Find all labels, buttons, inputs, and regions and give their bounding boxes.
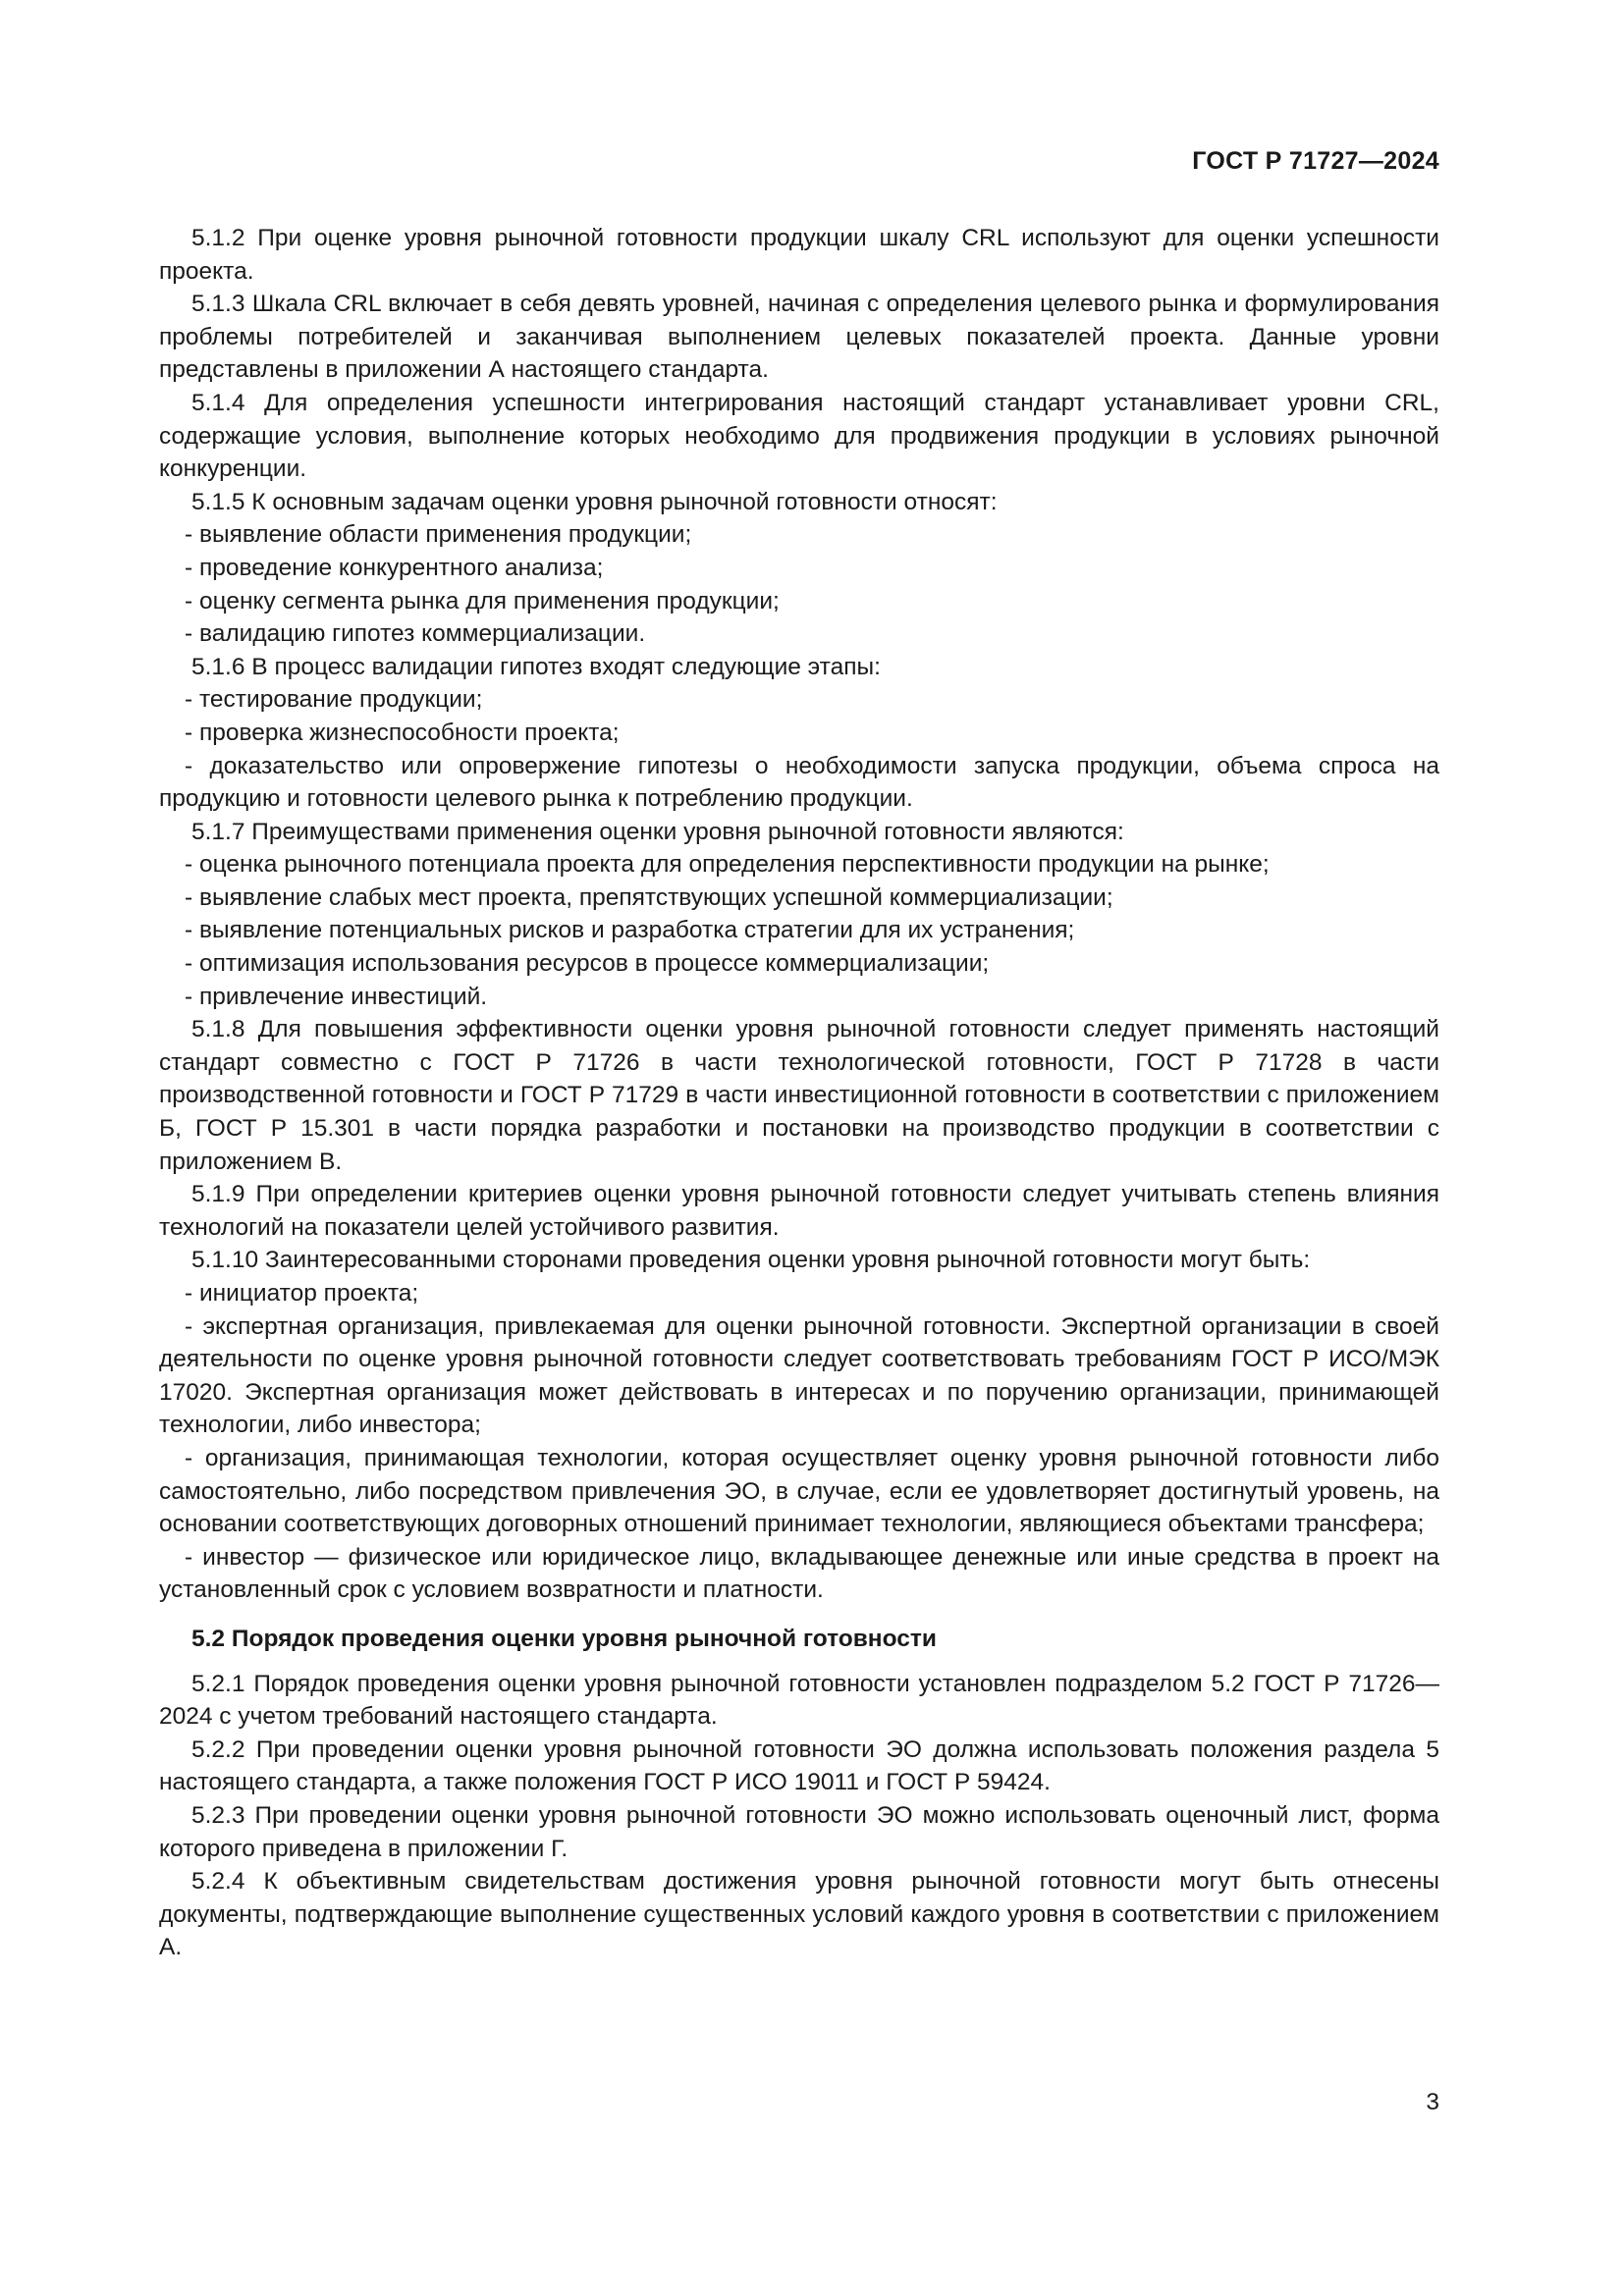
page-number: 3 (1426, 2089, 1439, 2115)
paragraph-5-2-4: 5.2.4 К объективным свидетельствам достижения уровня рыночной готовности могут быть отнесены документы, подтверждающие выполнение существенных условий каждого уровня в соответствии с приложением А. (159, 1868, 1439, 1961)
list-item: - инициатор проекта; (185, 1280, 419, 1307)
list-item: - экспертная организация, привлекаемая для оценки рыночной готовности. Экспертной организации в своей деятельности по оценке уровня рыночной готовности следует соответствовать требованиям ГОСТ Р ИСО/МЭК 17020. Экспертная организация может действовать в интересах и по поручению организации, принимающей технологии, либо инвестора; (159, 1312, 1439, 1439)
list-item: - инвестор — физическое или юридическое лицо, вкладывающее денежные или иные средства в проект на установленный срок с условием возвратности и платности. (159, 1543, 1439, 1604)
paragraph-5-2-2: 5.2.2 При проведении оценки уровня рыночной готовности ЭО должна использовать положения раздела 5 настоящего стандарта, а также положения ГОСТ Р ИСО 19011 и ГОСТ Р 59424. (159, 1735, 1439, 1796)
paragraph-5-1-3: 5.1.3 Шкала CRL включает в себя девять уровней, начиная с определения целевого рынка и формулирования проблемы потребителей и заканчивая выполнением целевых показателей проекта. Данные уровни представлены в приложении А настоящего стандарта. (159, 291, 1439, 384)
document-body (159, 222, 1439, 1964)
paragraph-5-1-10: 5.1.10 Заинтересованными сторонами проведения оценки уровня рыночной готовности могут быть: (191, 1247, 1311, 1274)
list-item: - проверка жизнеспособности проекта; (185, 719, 620, 746)
paragraph-5-1-6: 5.1.6 В процесс валидации гипотез входят следующие этапы: (191, 653, 881, 680)
list-item: - оценку сегмента рынка для применения продукции; (185, 587, 780, 614)
paragraph-5-1-4: 5.1.4 Для определения успешности интегрирования настоящий стандарт устанавливает уровни CRL, содержащие условия, выполнение которых необходимо для продвижения продукции в условиях рыночной конкуренции. (159, 389, 1439, 483)
document-header-standard-id: ГОСТ Р 71727—2024 (1192, 147, 1439, 175)
paragraph-5-1-7: 5.1.7 Преимуществами применения оценки уровня рыночной готовности являются: (191, 818, 1124, 845)
list-item: - тестирование продукции; (185, 686, 483, 714)
paragraph-5-1-5: 5.1.5 К основным задачам оценки уровня рыночной готовности относят: (191, 488, 998, 515)
paragraph-5-1-9: 5.1.9 При определении критериев оценки уровня рыночной готовности следует учитывать степень влияния технологий на показатели целей устойчивого развития. (159, 1181, 1439, 1241)
paragraph-5-2-1: 5.2.1 Порядок проведения оценки уровня рыночной готовности установлен подразделом 5.2 ГОСТ Р 71726—2024 с учетом требований настоящего стандарта. (159, 1670, 1439, 1731)
list-item: - привлечение инвестиций. (185, 983, 488, 1010)
list-item: - выявление области применения продукции; (185, 521, 692, 549)
list-item: - оптимизация использования ресурсов в процессе коммерциализации; (185, 950, 990, 978)
paragraph-5-2-3: 5.2.3 При проведении оценки уровня рыночной готовности ЭО можно использовать оценочный лист, форма которого приведена в приложении Г. (159, 1801, 1439, 1862)
section-heading-5-2: 5.2 Порядок проведения оценки уровня рыночной готовности (191, 1625, 937, 1652)
list-item: - выявление слабых мест проекта, препятствующих успешной коммерциализации; (185, 883, 1113, 911)
paragraph-5-1-2: 5.1.2 При оценке уровня рыночной готовности продукции шкалу CRL используют для оценки успешности проекта. (159, 225, 1439, 285)
paragraph-5-1-8: 5.1.8 Для повышения эффективности оценки уровня рыночной готовности следует применять настоящий стандарт совместно с ГОСТ Р 71726 в части технологической готовности, ГОСТ Р 71728 в части производственной готовности и ГОСТ Р 71729 в части инвестиционной готовности в соответствии с приложением Б, ГОСТ Р 15.301 в части порядка разработки и постановки на производство продукции в соответствии с приложением В. (159, 1016, 1439, 1175)
list-item: - организация, принимающая технологии, которая осуществляет оценку уровня рыночной готовности либо самостоятельно, либо посредством привлечения ЭО, в случае, если ее удовлетворяет достигнутый уровень, на основании соответствующих договорных отношений принимает технологии, являющиеся объектами трансфера; (159, 1444, 1439, 1538)
list-item: - оценка рыночного потенциала проекта для определения перспективности продукции на рынке; (185, 851, 1270, 879)
list-item: - проведение конкурентного анализа; (185, 554, 604, 581)
list-item: - выявление потенциальных рисков и разработка стратегии для их устранения; (185, 917, 1075, 944)
list-item: - валидацию гипотез коммерциализации. (185, 620, 646, 648)
list-item: - доказательство или опровержение гипотезы о необходимости запуска продукции, объема спроса на продукцию и готовности целевого рынка к потреблению продукции. (159, 752, 1439, 813)
